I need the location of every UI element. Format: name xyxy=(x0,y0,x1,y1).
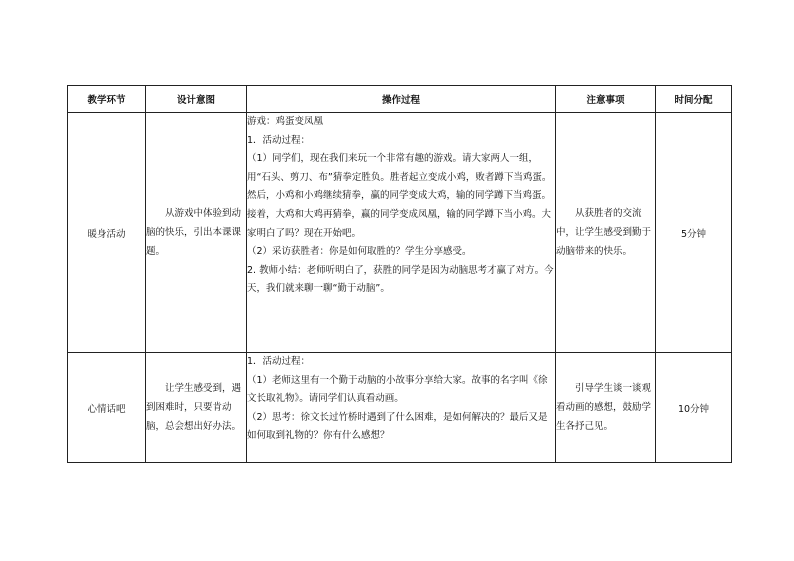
design-cell xyxy=(146,353,247,463)
process-cell xyxy=(247,353,556,463)
process-line: 1．活动过程： xyxy=(247,134,311,146)
time-cell: 5分钟 xyxy=(656,113,732,353)
lesson-plan-table xyxy=(67,85,732,463)
header-process: 操作过程 xyxy=(247,86,556,113)
design-text: 从游戏中体验到动脑的快乐，引出本课课题。 xyxy=(146,208,242,257)
process-cell xyxy=(247,113,556,353)
process-line: 2. 教师小结：老师听明白了，获胜的同学是因为动脑思考才赢了对方。今天，我们就来聊一聊“勤于动脑”。 xyxy=(247,264,554,295)
segment-cell: 暖身活动 xyxy=(68,113,146,353)
process-line: （2）思考：徐文长过竹桥时遇到了什么困难，是如何解决的？最后又是如何取到礼物的？你有什么感想？ xyxy=(247,411,548,442)
process-line: （1）老师这里有一个勤于动脑的小故事分享给大家。故事的名字叫《徐文长取礼物》。请同学们认真看动画。 xyxy=(247,374,548,405)
header-design: 设计意图 xyxy=(146,86,247,113)
process-line: 游戏：鸡蛋变凤凰 xyxy=(247,116,324,127)
table-row xyxy=(68,353,732,463)
header-row xyxy=(68,86,732,113)
notes-text: 从获胜者的交流中，让学生感受到勤于动脑带来的快乐。 xyxy=(556,208,652,257)
time-cell: 10分钟 xyxy=(656,353,732,463)
notes-text: 引导学生谈一谈观看动画的感想，鼓励学生各抒己见。 xyxy=(556,383,652,432)
process-line: 1．活动过程： xyxy=(247,356,311,367)
notes-cell xyxy=(556,353,656,463)
notes-cell xyxy=(556,113,656,353)
design-cell xyxy=(146,113,247,353)
segment-cell: 心情话吧 xyxy=(68,353,146,463)
header-notes: 注意事项 xyxy=(556,86,656,113)
design-text: 让学生感受到，遇到困难时，只要肯动脑，总会想出好办法。 xyxy=(146,383,242,432)
header-segment: 教学环节 xyxy=(68,86,146,113)
process-line: （2）采访获胜者：你是如何取胜的？学生分享感受。 xyxy=(247,246,472,258)
header-time: 时间分配 xyxy=(656,86,732,113)
table-row xyxy=(68,113,732,353)
process-line: （1）同学们，现在我们来玩一个非常有趣的游戏。请大家两人一组，用“石头、剪刀、布”猜拳定胜负。胜者起立变成小鸡，败者蹲下当鸡蛋。然后，小鸡和小鸡继续猜拳，赢的同学变成大鸡，输的同学蹲下当鸡蛋。接着，大鸡和大鸡再猜拳，赢的同学变成凤凰，输的同学蹲下当小鸡。大家明白了吗？现在开始吧。 xyxy=(247,153,552,239)
